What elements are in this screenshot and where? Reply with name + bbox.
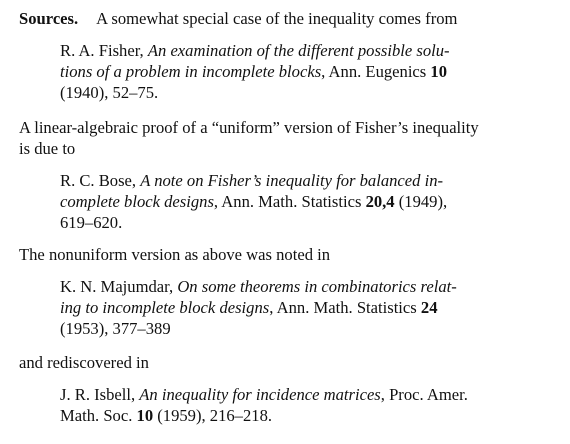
ref-year-pages: (1959), 216–218. (153, 406, 273, 425)
paragraph-line: and rediscovered in (19, 353, 149, 372)
ref-line (60, 276, 530, 297)
ref-line (60, 40, 530, 61)
ref-journal: , Ann. Math. Statistics (213, 192, 366, 211)
paragraph-line: is due to (19, 139, 76, 158)
reference-majumdar (60, 276, 530, 339)
ref-year-pages: (1940), 52–75. (60, 83, 159, 102)
ref-author: J. R. Isbell, (60, 385, 140, 404)
ref-line (60, 170, 530, 191)
paragraph-majumdar-intro (19, 244, 545, 265)
ref-line (60, 212, 530, 233)
ref-title: On some theorems in combinatorics relat- (177, 277, 457, 296)
paragraph-line: A linear-algebraic proof of a “uniform” version of Fisher’s inequality (19, 118, 479, 137)
intro-text: A somewhat special case of the inequality comes from (96, 9, 458, 28)
ref-title: tions of a problem in incomplete blocks (60, 62, 322, 81)
ref-title: An examination of the different possible solu- (147, 41, 450, 60)
ref-line (60, 82, 530, 103)
ref-journal: , Ann. Math. Statistics (269, 298, 421, 317)
ref-journal: , Ann. Eugenics (321, 62, 431, 81)
paragraph-line: The nonuniform version as above was noted in (19, 245, 331, 264)
ref-year: (1949), (394, 192, 448, 211)
ref-line (60, 318, 530, 339)
ref-title: A note on Fisher’s inequality for balanced in- (140, 171, 444, 190)
ref-author: K. N. Majumdar, (60, 277, 178, 296)
ref-volume: 10 (430, 62, 447, 81)
ref-title: An inequality for incidence matrices (139, 385, 381, 404)
intro-paragraph (19, 8, 545, 29)
ref-pages: 619–620. (60, 213, 123, 232)
section-heading: Sources. (19, 9, 79, 28)
paragraph-bose-intro (19, 117, 545, 159)
ref-volume: 20,4 (365, 192, 395, 211)
ref-line (60, 191, 530, 212)
ref-year-pages: (1953), 377–389 (60, 319, 171, 338)
ref-volume: 24 (420, 298, 438, 317)
ref-journal: Math. Soc. (60, 406, 137, 425)
ref-journal: , Proc. Amer. (380, 385, 468, 404)
reference-bose (60, 170, 530, 233)
ref-line (60, 384, 530, 405)
ref-title: complete block designs (60, 192, 214, 211)
ref-author: R. C. Bose, (60, 171, 141, 190)
ref-line (60, 297, 530, 318)
reference-fisher (60, 40, 530, 103)
reference-isbell (60, 384, 530, 426)
ref-volume: 10 (136, 406, 154, 425)
ref-title: ing to incomplete block designs (60, 298, 270, 317)
ref-line (60, 61, 530, 82)
ref-line (60, 405, 530, 426)
ref-author: R. A. Fisher, (60, 41, 148, 60)
paragraph-isbell-intro (19, 352, 545, 373)
